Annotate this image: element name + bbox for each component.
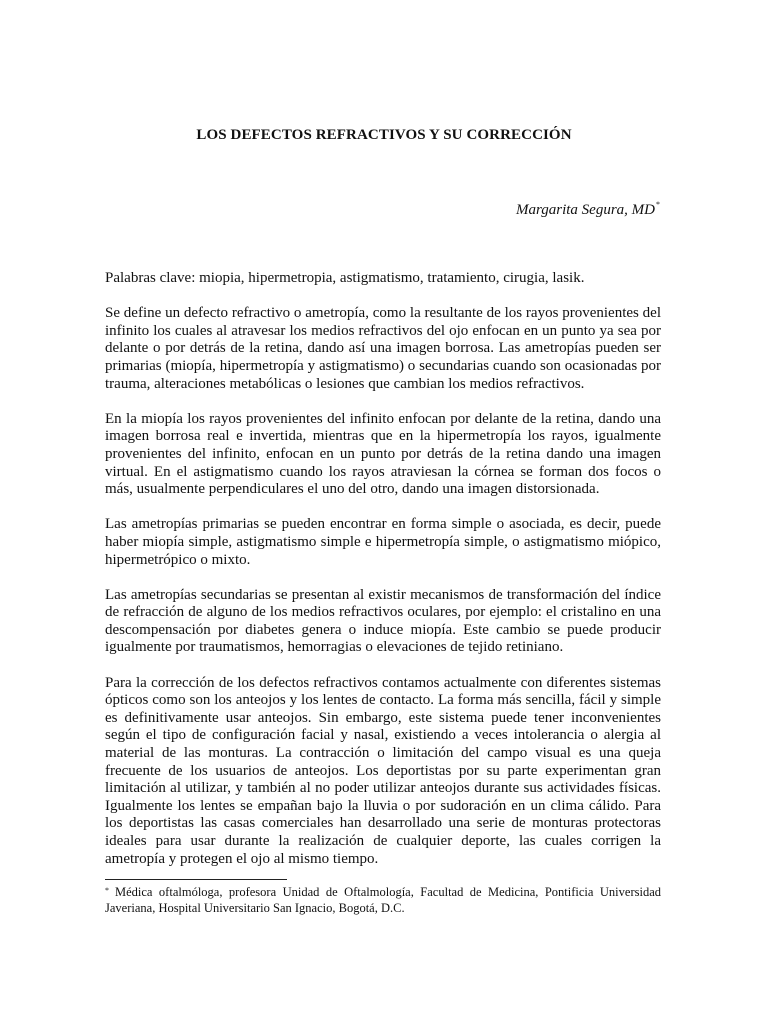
author-line <box>516 202 660 219</box>
keywords-paragraph: Palabras clave: miopia, hipermetropia, astigmatismo, tratamiento, cirugia, lasik. <box>105 270 585 286</box>
document-title: LOS DEFECTOS REFRACTIVOS Y SU CORRECCIÓN <box>196 127 572 143</box>
paragraph-primary-ametropias: Las ametropías primarias se pueden encontrar en forma simple o asociada, es decir, puede haber miopía simple, astigmatismo simple e hipermetropía simple, o astigmatismo miópico, hipermetrópico o mixto. <box>105 516 661 568</box>
author-name: Margarita Segura, MD <box>515 202 655 218</box>
body-text <box>105 270 661 886</box>
paragraph-definition: Se define un defecto refractivo o ametropía, como la resultante de los rayos provenientes del infinito los cuales al atravesar los medios refractivos del ojo enfocan en un punto ya sea por delante o por detrás de la retina, dando así una imagen borrosa. Las ametropías pueden ser primarias (miopía, hipermetropía y astigmatismo) o secundarias cuando son ocasionadas por trauma, alteraciones metabólicas o lesiones que cambian los medios refractivos. <box>105 305 661 392</box>
paragraph-myopia: En la miopía los rayos provenientes del infinito enfocan por delante de la retina, dando una imagen borrosa real e invertida, mientras que en la hipermetropía los rayos, igualmente provenientes del infinito, enfocan en un punto por detrás de la retina dando una imagen virtual. En el astigmatismo cuando los rayos atraviesan la córnea se forman dos focos o más, usualmente perpendiculares el uno del otro, dando una imagen distorsionada. <box>105 410 661 498</box>
footnote-text: Médica oftalmóloga, profesora Unidad de Oftalmología, Facultad de Medicina, Pontificia Universidad Javeriana, Hospital Universitario San Ignacio, Bogotá, D.C. <box>105 885 661 915</box>
paragraph-secondary-ametropias: Las ametropías secundarias se presentan al existir mecanismos de transformación del índice de refracción de alguno de los medios refractivos oculares, por ejemplo: el cristalino en una descompensación por diabetes genera o induce miopía. Este cambio se puede producir igualmente por traumatismos, hemorragias o elevaciones de tejido retiniano. <box>105 586 661 656</box>
footnote-mark: * <box>105 886 109 895</box>
footnote <box>105 884 661 916</box>
footnote-separator <box>105 879 287 880</box>
author-footnote-mark: * <box>656 200 660 209</box>
paragraph-correction: Para la corrección de los defectos refractivos contamos actualmente con diferentes sistemas ópticos como son los anteojos y los lentes de contacto. La forma más sencilla, fácil y simple es definitivamente usar anteojos. Sin embargo, este sistema puede tener inconvenientes según el tipo de configuración facial y nasal, existiendo a veces intolerancia o alergia al material de las monturas. La contracción o limitación del campo visual es una queja frecuente de los usuarios de anteojos. Los deportistas por su parte experimentan gran limitación al utilizar, y también al no poder utilizar anteojos durante sus actividades físicas. Igualmente los lentes se empañan bajo la lluvia o por sudoración en un clima cálido. Para los deportistas las casas comerciales han desarrollado una serie de monturas protectoras ideales para usar durante la realización de cualquier deporte, las cuales corrigen la ametropía y protegen el ojo al mismo tiempo. <box>105 674 661 867</box>
